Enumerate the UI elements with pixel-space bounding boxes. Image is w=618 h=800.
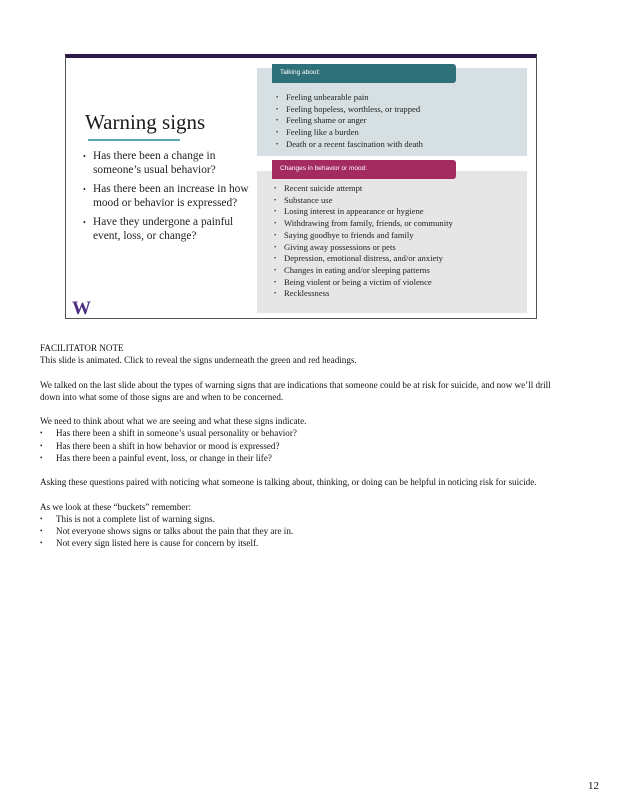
list-item: • Recklessness bbox=[274, 288, 330, 299]
list-item: • Saying goodbye to friends and family bbox=[274, 229, 414, 240]
bullet-icon: • bbox=[40, 514, 43, 523]
notes-bullet: • Has there been a shift in how behavior or mood is expressed? bbox=[40, 440, 280, 451]
bullet-icon: • bbox=[274, 196, 277, 204]
page-number: 12 bbox=[588, 780, 599, 792]
bullet-icon: • bbox=[40, 453, 43, 462]
list-item: • Death or a recent fascination with death bbox=[276, 138, 423, 149]
list-item: • Recent suicide attempt bbox=[274, 183, 363, 193]
bullet-icon: • bbox=[40, 429, 43, 438]
notes-bullet: • Has there been a painful event, loss, or change in their life? bbox=[40, 452, 272, 463]
notes-paragraph: We need to think about what we are seeing and what these signs indicate. bbox=[40, 416, 307, 427]
bullet-icon: • bbox=[276, 140, 279, 148]
bullet-icon: • bbox=[274, 185, 277, 192]
changes-list bbox=[271, 183, 511, 300]
bullet-icon: • bbox=[83, 185, 86, 194]
list-item: • Feeling hopeless, worthless, or trapped bbox=[276, 103, 421, 114]
bullet-icon: • bbox=[40, 539, 43, 548]
bullet-icon: • bbox=[274, 278, 277, 286]
talking-header: Talking about: bbox=[272, 64, 456, 83]
notes-bullet: • Not everyone shows signs or talks about the pain that they are in. bbox=[40, 525, 294, 536]
bullet-icon: • bbox=[40, 526, 43, 535]
bullet-icon: • bbox=[274, 266, 277, 274]
bullet-icon: • bbox=[276, 94, 279, 101]
changes-header: Changes in behavior or mood: bbox=[272, 160, 456, 179]
spacer bbox=[40, 366, 560, 378]
notes-bullet: • This is not a complete list of warning signs. bbox=[40, 513, 215, 524]
notes-paragraph: We talked on the last slide about the types of warning signs that are indications that someone could be at risk for suicide, and now we’ll drill down into what some of those signs are and when to be concerned. bbox=[40, 379, 551, 402]
bullet-icon: • bbox=[274, 231, 277, 239]
bullet-icon: • bbox=[274, 220, 277, 228]
list-item: • Giving away possessions or pets bbox=[274, 241, 396, 252]
question-item: • Has there been an increase in how mood or behavior is expressed? bbox=[83, 183, 249, 209]
spacer bbox=[40, 488, 560, 500]
spacer bbox=[40, 464, 560, 476]
bullet-icon: • bbox=[83, 218, 86, 227]
bullet-icon: • bbox=[274, 255, 277, 263]
list-item: • Being violent or being a victim of violence bbox=[274, 276, 432, 287]
talking-list bbox=[273, 92, 513, 151]
bullet-icon: • bbox=[83, 152, 86, 161]
list-item: • Feeling like a burden bbox=[276, 127, 359, 138]
bullet-icon: • bbox=[276, 129, 279, 137]
question-item: • Has there been a change in someone’s usual behavior? bbox=[83, 150, 216, 176]
list-item: • Depression, emotional distress, and/or anxiety bbox=[274, 253, 443, 264]
notes-paragraph: Asking these questions paired with noticing what someone is talking about, thinking, or doing can be helpful in noticing risk for suicide. bbox=[40, 477, 537, 488]
notes-heading: FACILITATOR NOTE bbox=[40, 343, 124, 353]
question-list bbox=[82, 150, 252, 249]
title-underline bbox=[88, 139, 180, 141]
bullet-icon: • bbox=[274, 290, 277, 298]
question-item: • Have they undergone a painful event, loss, or change? bbox=[83, 216, 234, 242]
slide bbox=[65, 54, 537, 319]
spacer bbox=[40, 403, 560, 415]
slide-title: Warning signs bbox=[85, 110, 206, 134]
list-item: • Changes in eating and/or sleeping patterns bbox=[274, 264, 430, 275]
notes-intro: This slide is animated. Click to reveal the signs underneath the green and red headings. bbox=[40, 355, 357, 366]
bullet-icon: • bbox=[40, 441, 43, 450]
list-item: • Losing interest in appearance or hygiene bbox=[274, 206, 424, 217]
notes-bullet: • Not every sign listed here is cause for concern by itself. bbox=[40, 538, 259, 549]
bullet-icon: • bbox=[274, 208, 277, 216]
list-item: • Substance use bbox=[274, 194, 333, 205]
bullet-icon: • bbox=[276, 105, 279, 113]
list-item: • Withdrawing from family, friends, or community bbox=[274, 218, 453, 229]
notes-paragraph: As we look at these “buckets” remember: bbox=[40, 501, 192, 512]
notes-bullet: • Has there been a shift in someone’s usual personality or behavior? bbox=[40, 428, 297, 439]
list-item: • Feeling unbearable pain bbox=[276, 92, 369, 102]
uw-logo: W bbox=[72, 298, 90, 319]
facilitator-notes bbox=[40, 342, 560, 549]
bullet-icon: • bbox=[274, 243, 277, 251]
list-item: • Feeling shame or anger bbox=[276, 115, 367, 126]
bullet-icon: • bbox=[276, 117, 279, 125]
